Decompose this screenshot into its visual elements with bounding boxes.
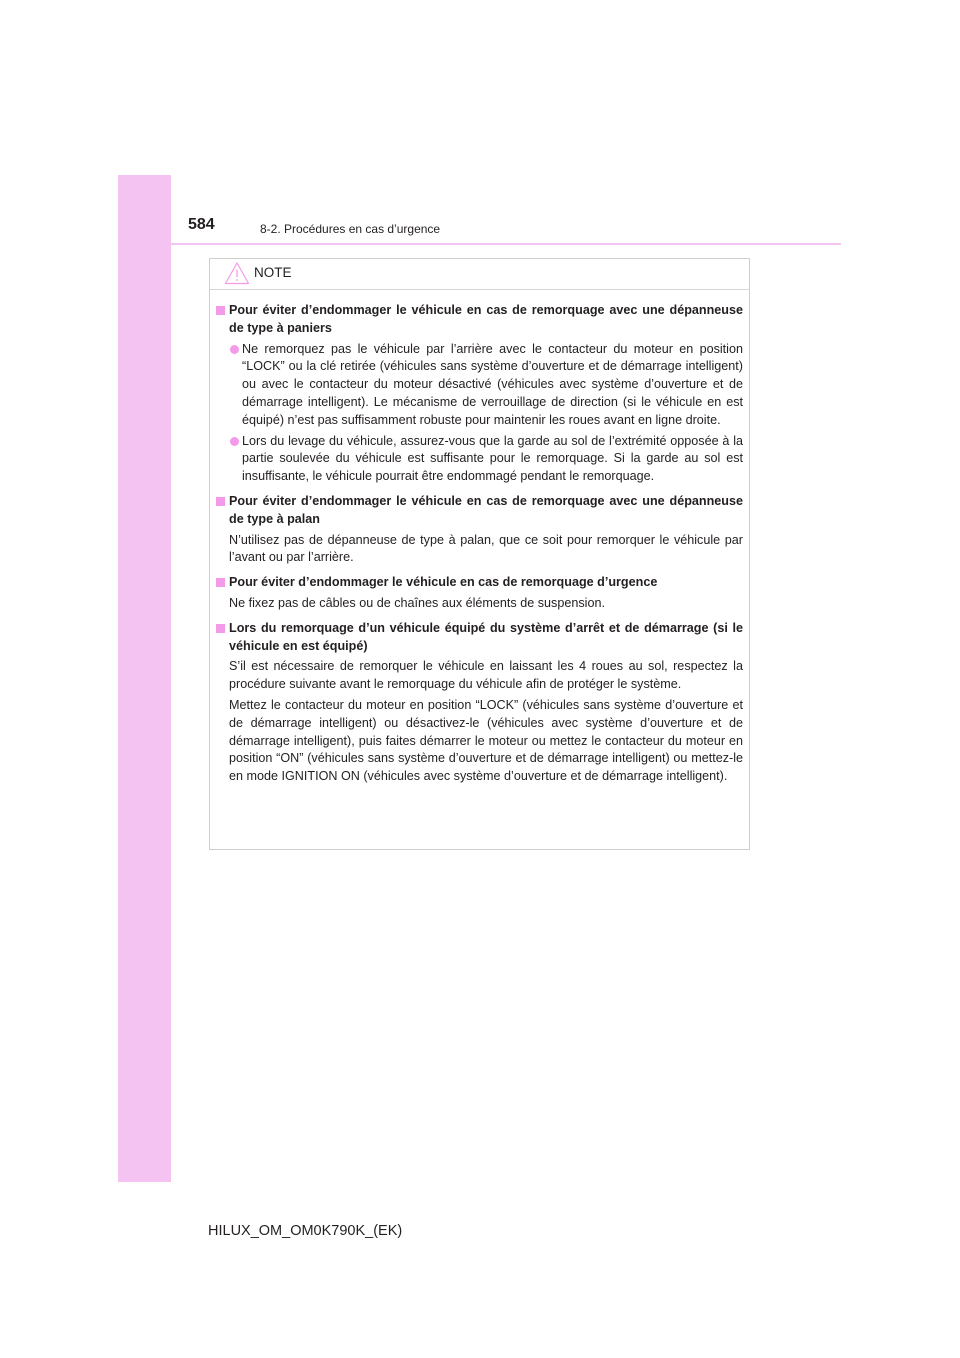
heading-text: Pour éviter d’endommager le véhicule en cas de remorquage d’urgence bbox=[229, 575, 658, 590]
note-body bbox=[210, 290, 749, 786]
note-box bbox=[209, 258, 750, 850]
section-title: 8-2. Procédures en cas d’urgence bbox=[260, 222, 441, 236]
note-header bbox=[210, 259, 749, 290]
note-heading bbox=[216, 302, 743, 338]
heading-text: Pour éviter d’endommager le véhicule en cas de remorquage avec une dépanneuse de type à palan bbox=[229, 493, 743, 526]
page-number: 584 bbox=[188, 216, 215, 233]
note-label: NOTE bbox=[254, 265, 292, 280]
note-heading bbox=[216, 574, 743, 592]
header-divider bbox=[118, 243, 841, 245]
paragraph: N’utilisez pas de dépanneuse de type à palan, que ce soit pour remorquer le véhicule par l’avant ou par l’arrière. bbox=[229, 532, 743, 565]
list-item-text: Lors du levage du véhicule, assurez-vous que la garde au sol de l’extrémité opposée à la partie soulevée du véhicule est suffisante pour le remorquage. Si la garde au sol est insuffisante, le véhicule pourrait être endommagé pendant le remorquage. bbox=[242, 433, 743, 484]
paragraph: S’il est nécessaire de remorquer le véhicule en laissant les 4 roues au sol, respectez la procédure suivante avant le remorquage du véhicule afin de protéger le système. bbox=[229, 659, 743, 692]
square-bullet-icon bbox=[216, 497, 225, 506]
square-bullet-icon bbox=[216, 578, 225, 587]
paragraph: Mettez le contacteur du moteur en position “LOCK” (véhicules sans système d’ouverture et de démarrage intelligent) ou désactivez-le (véhicules avec système d’ouverture et de démarrage intelligent), puis faites démarrer le moteur ou mettez le contacteur du moteur en position “ON” (véhicules sans système d’ouverture et de démarrage intelligent) ou mettez-le en mode IGNITION ON (véhicules avec système d’ouverture et de démarrage intelligent). bbox=[229, 697, 743, 784]
circle-bullet-icon bbox=[230, 345, 239, 354]
document-id: HILUX_OM_OM0K790K_(EK) bbox=[208, 1223, 403, 1239]
heading-text: Lors du remorquage d’un véhicule équipé du système d’arrêt et de démarrage (si le véhicule en est équipé) bbox=[229, 620, 743, 653]
note-heading bbox=[216, 620, 743, 656]
list-item bbox=[216, 341, 743, 430]
warning-triangle-icon bbox=[224, 261, 250, 290]
square-bullet-icon bbox=[216, 306, 225, 315]
heading-text: Pour éviter d’endommager le véhicule en cas de remorquage avec une dépanneuse de type à paniers bbox=[229, 303, 743, 335]
square-bullet-icon bbox=[216, 624, 225, 633]
paragraph: Ne fixez pas de câbles ou de chaînes aux éléments de suspension. bbox=[229, 595, 605, 610]
list-item-text: Ne remorquez pas le véhicule par l’arrière avec le contacteur du moteur en position “LOCK” ou la clé retirée (véhicules sans système d’ouverture et de démarrage intelligent) ou avec le contacteur du moteur désactivé (véhicules avec système d’ouverture et de démarrage intelligent). Le mécanisme de verrouillage de direction (si le véhicule en est équipé) n’est pas suffisamment robuste pour maintenir les roues avant en ligne droite. bbox=[242, 341, 743, 427]
note-heading bbox=[216, 493, 743, 529]
side-tab bbox=[118, 175, 171, 1182]
list-item bbox=[216, 433, 743, 486]
circle-bullet-icon bbox=[230, 437, 239, 446]
